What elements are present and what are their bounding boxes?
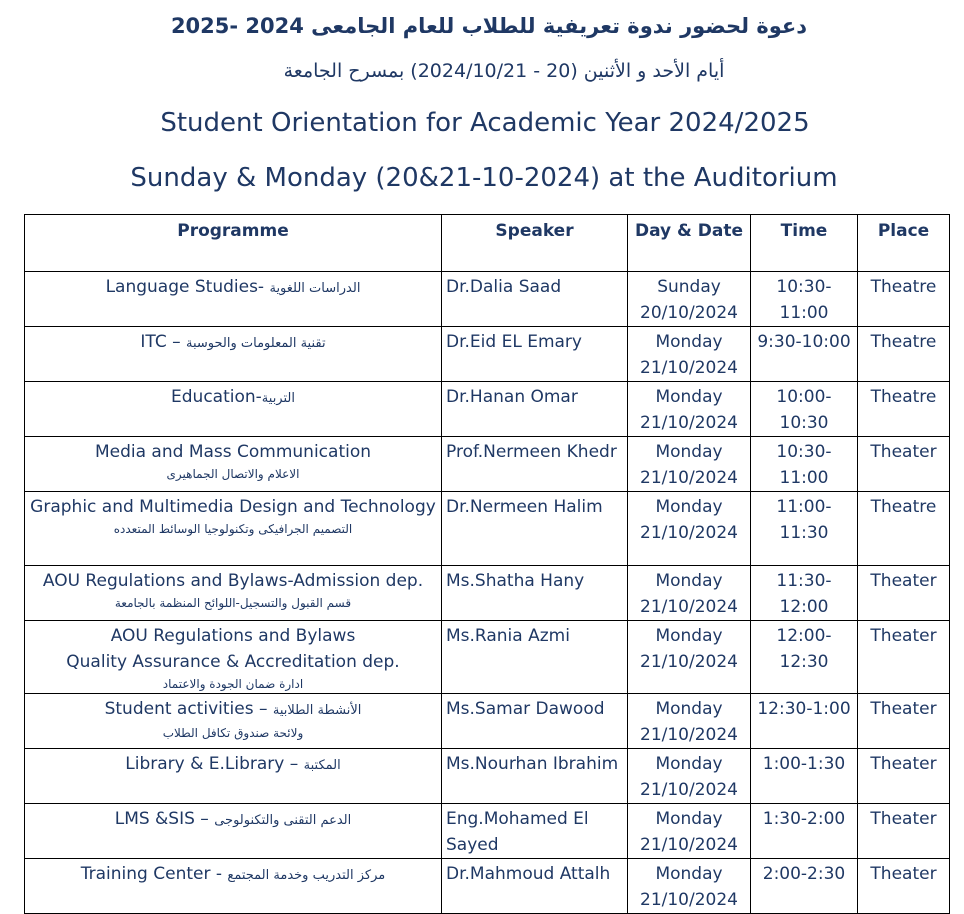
programme-arabic: مركز التدريب وخدمة المجتمع [227,868,386,883]
day-label: Monday [655,387,723,407]
column-header-place: Place [858,215,950,272]
speaker-cell: Ms.Rania Azmi [442,621,628,694]
table-row [25,859,950,914]
speaker-cell: Dr.Dalia Saad [442,272,628,327]
date-label: 21/10/2024 [640,597,738,617]
day-date-cell [628,492,751,566]
programme-english: AOU Regulations and Bylaws-Admission dep. [42,571,424,591]
place-cell: Theater [858,859,950,914]
place-cell: Theatre [858,272,950,327]
arabic-subtitle: أيام الأحد و الأثنين (20 - 2024/10/21) بمسرح الجامعة [283,60,725,82]
programme-english: ITC – [140,332,181,352]
programme-english: Media and Mass Communication [94,442,372,462]
place-cell: Theater [858,437,950,492]
date-label: 21/10/2024 [640,358,738,378]
programme-cell [25,621,442,694]
day-label: Monday [655,571,723,591]
programme-english-line-2: Quality Assurance & Accreditation dep. [66,652,400,672]
date-label: 21/10/2024 [640,890,738,910]
time-cell: 12:00-12:30 [751,621,858,694]
arabic-title: دعوة لحضور ندوة تعريفية للطلاب للعام الجامعى 2024 -2025 [170,14,808,38]
table-row [25,566,950,621]
day-label: Monday [655,442,723,462]
programme-cell [25,382,442,437]
day-label: Sunday [657,277,721,297]
programme-english: Training Center - [80,864,223,884]
programme-cell [25,272,442,327]
date-label: 21/10/2024 [640,780,738,800]
day-label: Monday [655,497,723,517]
table-row [25,749,950,804]
schedule-table [24,214,950,914]
day-label: Monday [655,754,723,774]
speaker-cell: Eng.Mohamed El Sayed [442,804,628,859]
programme-english: Graphic and Multimedia Design and Technology [30,497,436,517]
programme-arabic: قسم القبول والتسجيل-اللوائح المنظمة بالجامعة [114,596,352,610]
date-label: 21/10/2024 [640,835,738,855]
table-header-row [25,215,950,272]
date-label: 21/10/2024 [640,523,738,543]
speaker-cell: Ms.Shatha Hany [442,566,628,621]
programme-arabic: الأنشطة الطلابية [272,703,362,718]
programme-arabic: التصميم الجرافيكى وتكنولوجيا الوسائط المتعدده [113,522,353,536]
programme-arabic: ادارة ضمان الجودة والاعتماد [162,677,304,691]
programme-english: Language Studies- [105,277,265,297]
day-date-cell [628,327,751,382]
date-label: 21/10/2024 [640,413,738,433]
speaker-cell: Ms.Samar Dawood [442,694,628,749]
place-cell: Theater [858,566,950,621]
place-cell: Theatre [858,327,950,382]
speaker-cell: Ms.Nourhan Ibrahim [442,749,628,804]
time-cell: 11:00-11:30 [751,492,858,566]
time-cell: 1:00-1:30 [751,749,858,804]
day-label: Monday [655,809,723,829]
place-cell: Theatre [858,382,950,437]
place-cell: Theatre [858,492,950,566]
day-label: Monday [655,626,723,646]
table-row [25,437,950,492]
english-subtitle: Sunday & Monday (20&21-10-2024) at the Auditorium [130,163,838,193]
programme-arabic: تقنية المعلومات والحوسبة [186,336,326,351]
table-row [25,804,950,859]
day-label: Monday [655,699,723,719]
programme-arabic-line-2: ولائحة صندوق تكافل الطلاب [162,726,304,740]
programme-arabic: المكتبة [303,758,341,773]
date-label: 21/10/2024 [640,725,738,745]
place-cell: Theater [858,694,950,749]
programme-english: LMS &SIS – [114,809,209,829]
day-date-cell [628,437,751,492]
table-row [25,327,950,382]
day-date-cell [628,272,751,327]
english-title: Student Orientation for Academic Year 2024/2025 [160,108,810,138]
programme-cell [25,492,442,566]
day-date-cell [628,859,751,914]
programme-cell [25,327,442,382]
table-row [25,492,950,566]
time-cell: 2:00-2:30 [751,859,858,914]
place-cell: Theater [858,621,950,694]
day-label: Monday [655,332,723,352]
speaker-cell: Dr.Hanan Omar [442,382,628,437]
programme-cell [25,804,442,859]
programme-english: AOU Regulations and Bylaws [110,626,356,646]
speaker-cell: Dr.Mahmoud Attalh [442,859,628,914]
time-cell: 10:30-11:00 [751,437,858,492]
time-cell: 1:30-2:00 [751,804,858,859]
day-date-cell [628,566,751,621]
table-row [25,272,950,327]
column-header-time: Time [751,215,858,272]
column-header-day-date: Day & Date [628,215,751,272]
speaker-cell: Prof.Nermeen Khedr [442,437,628,492]
programme-arabic: الدراسات اللغوية [269,281,361,296]
date-label: 21/10/2024 [640,468,738,488]
programme-arabic: الدعم التقنى والتكنولوجى [214,813,352,828]
programme-english: Library & E.Library – [125,754,299,774]
column-header-programme: Programme [25,215,442,272]
time-cell: 9:30-10:00 [751,327,858,382]
speaker-cell: Dr.Nermeen Halim [442,492,628,566]
programme-arabic: الاعلام والاتصال الجماهيرى [166,467,300,481]
programme-english: Student activities – [104,699,268,719]
programme-cell [25,437,442,492]
day-date-cell [628,804,751,859]
table-row [25,694,950,749]
time-cell: 12:30-1:00 [751,694,858,749]
speaker-cell: Dr.Eid EL Emary [442,327,628,382]
day-date-cell [628,382,751,437]
date-label: 20/10/2024 [640,303,738,323]
programme-arabic: التربية [261,391,295,406]
programme-english: Education- [171,387,262,407]
programme-cell [25,694,442,749]
table-row [25,621,950,694]
day-label: Monday [655,864,723,884]
programme-cell [25,566,442,621]
day-date-cell [628,749,751,804]
place-cell: Theater [858,749,950,804]
table-row [25,382,950,437]
day-date-cell [628,621,751,694]
time-cell: 10:00-10:30 [751,382,858,437]
programme-cell [25,749,442,804]
time-cell: 10:30-11:00 [751,272,858,327]
day-date-cell [628,694,751,749]
column-header-speaker: Speaker [442,215,628,272]
time-cell: 11:30-12:00 [751,566,858,621]
date-label: 21/10/2024 [640,652,738,672]
programme-cell [25,859,442,914]
place-cell: Theater [858,804,950,859]
